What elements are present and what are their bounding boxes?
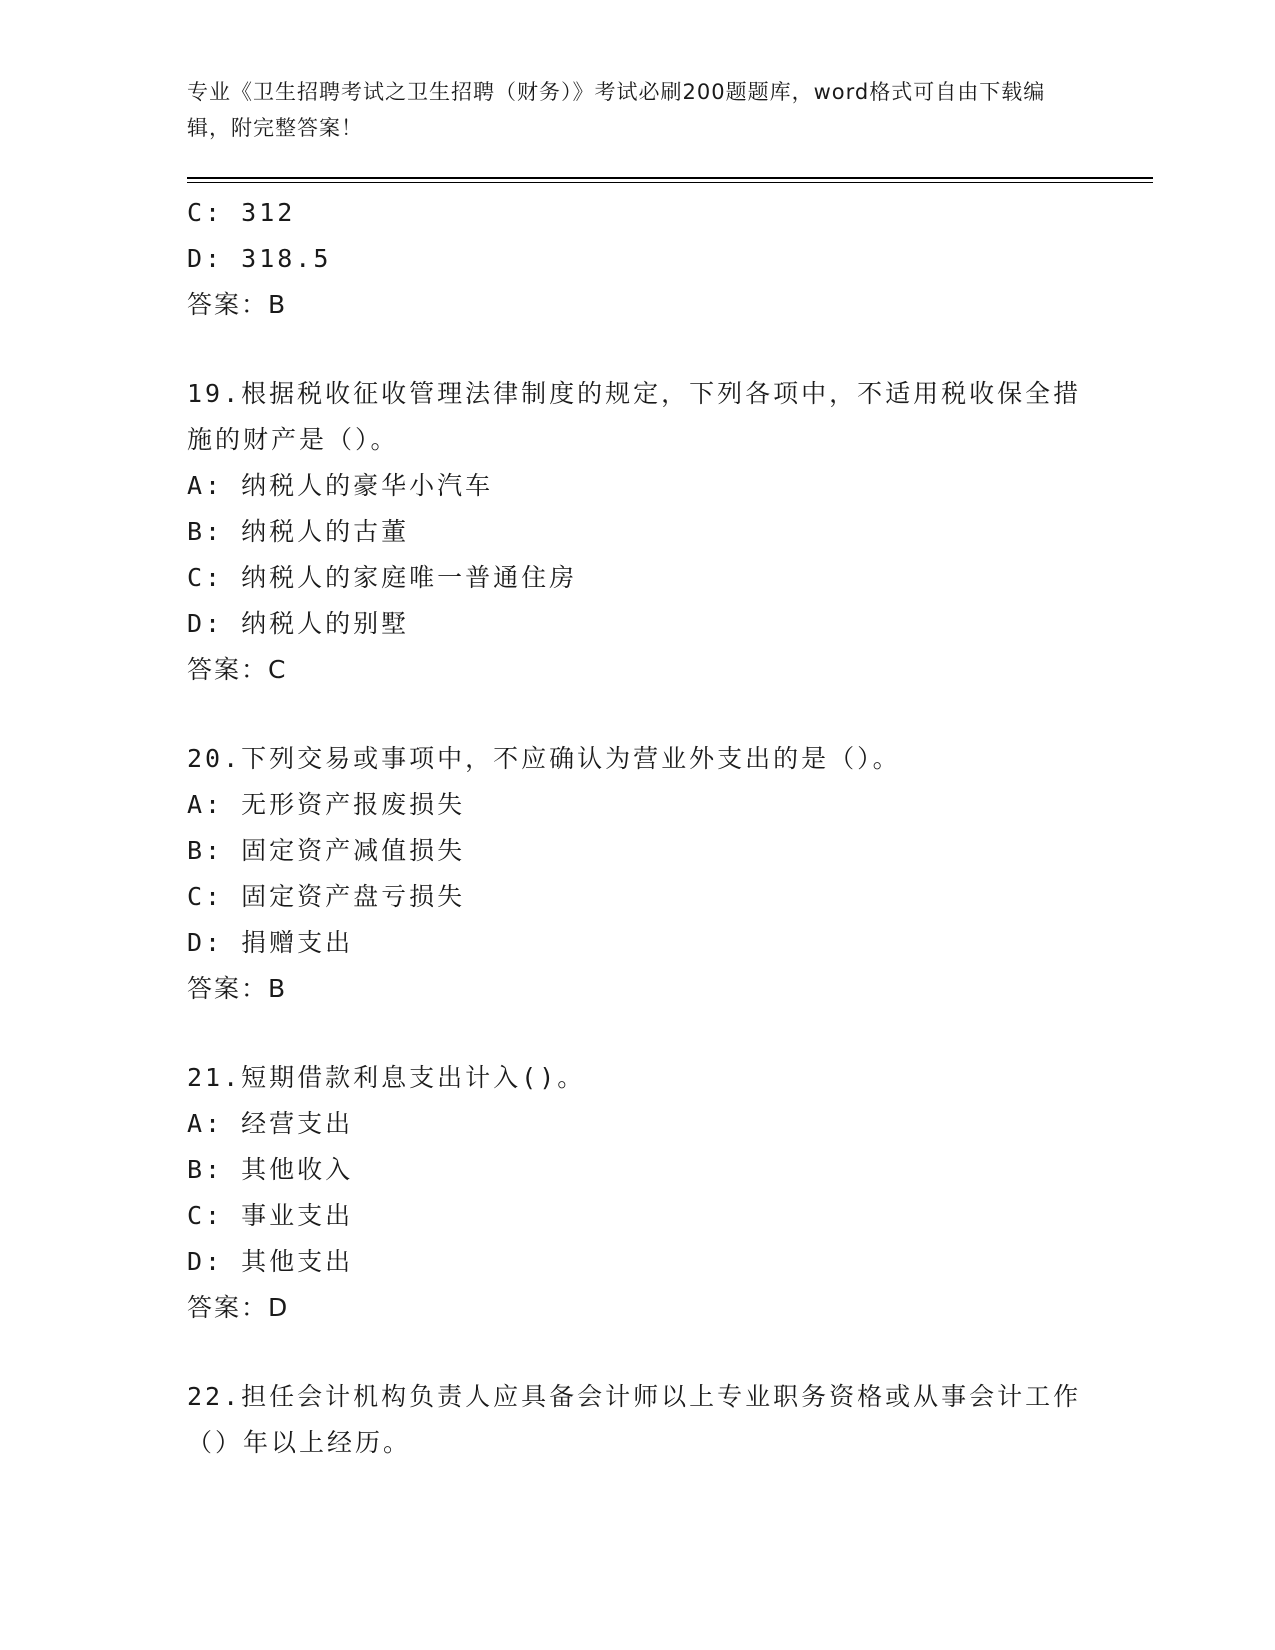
option-a: A: 纳税人的豪华小汽车 (187, 471, 494, 500)
question-stem: 21.短期借款利息支出计入()。 (187, 1063, 586, 1092)
question-22 (187, 1374, 1087, 1466)
question-stem: 20.下列交易或事项中，不应确认为营业外支出的是（）。 (187, 744, 901, 773)
option-c: C: 312 (187, 198, 296, 227)
header-rule-thick (187, 177, 1153, 179)
question-content (187, 190, 1087, 1466)
option-b: B: 其他收入 (187, 1155, 354, 1184)
option-a: A: 无形资产报废损失 (187, 790, 466, 819)
question-18-tail (187, 190, 1087, 328)
option-c: C: 固定资产盘亏损失 (187, 882, 466, 911)
question-20 (187, 736, 1087, 1012)
option-d: D: 其他支出 (187, 1247, 354, 1276)
option-b: B: 纳税人的古董 (187, 517, 410, 546)
question-21 (187, 1055, 1087, 1331)
answer-label: 答案：B (187, 974, 288, 1003)
option-d: D: 纳税人的别墅 (187, 609, 410, 638)
answer-label: 答案：D (187, 1293, 290, 1322)
option-d: D: 318.5 (187, 244, 332, 273)
question-stem: 19.根据税收征收管理法律制度的规定，下列各项中，不适用税收保全措施的财产是（）。 (187, 379, 1082, 454)
option-d: D: 捐赠支出 (187, 928, 354, 957)
option-c: C: 事业支出 (187, 1201, 354, 1230)
answer-label: 答案：B (187, 290, 288, 319)
question-stem: 22.担任会计机构负责人应具备会计师以上专业职务资格或从事会计工作（）年以上经历。 (187, 1382, 1082, 1457)
question-19 (187, 371, 1087, 693)
header-rule-thin (187, 182, 1153, 183)
option-b: B: 固定资产减值损失 (187, 836, 466, 865)
option-a: A: 经营支出 (187, 1109, 354, 1138)
option-c: C: 纳税人的家庭唯一普通住房 (187, 563, 578, 592)
answer-label: 答案：C (187, 655, 288, 684)
page-header: 专业《卫生招聘考试之卫生招聘（财务）》考试必刷200题题库，word格式可自由下载编辑，附完整答案！ (187, 80, 1046, 140)
